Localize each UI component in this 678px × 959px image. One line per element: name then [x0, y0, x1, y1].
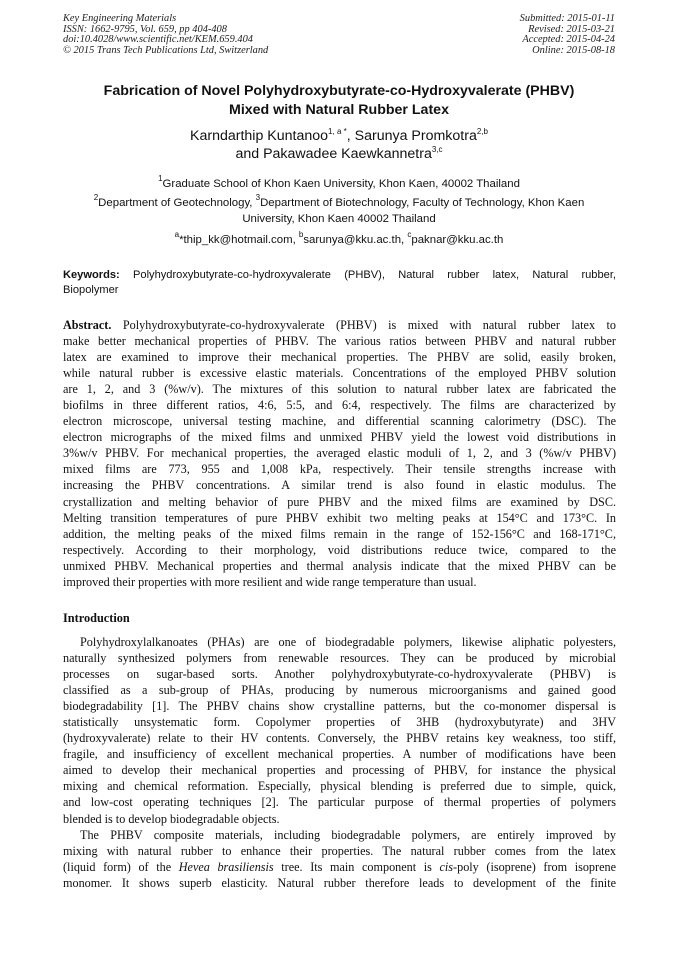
title-line: Fabrication of Novel Polyhydroxybutyrate-co-Hydroxyvalerate (PHBV) — [103, 83, 575, 99]
journal-copyright: © 2015 Trans Tech Publications Ltd, Switzerland — [63, 44, 269, 56]
intro-line — [63, 859, 616, 875]
introduction-body — [63, 634, 616, 891]
abstract-line — [63, 317, 616, 333]
author-list — [60, 127, 618, 163]
abstract-line: increasing the PHBV concentrations. A similar trend is also found in elastic modulus. The — [63, 478, 616, 493]
intro-line: monomer. It shows superb elasticity. Natural rubber therefore leads to development of the finite — [63, 875, 616, 890]
abstract-line: crystallization and melting behavior of pure PHBV and the mixed films are examined by DSC. — [63, 494, 616, 509]
intro-line: mixing and chemical reformation. Especially, physical blending is preferred due to simple, quick, — [63, 779, 616, 794]
author-name: Sarunya Promkotra — [354, 128, 477, 144]
intro-text: (liquid form) of the — [63, 859, 179, 874]
intro-line: processes on sugar-based sorts. Another polyhydroxybutyrate-co-hydroxyvalerate (PHBV) is — [63, 667, 616, 682]
journal-doi: doi:10.4028/www.scientific.net/KEM.659.404 — [63, 34, 253, 46]
intro-line: blended is to develop biodegradable objects. — [63, 811, 280, 826]
affiliation-text: University, Khon Kaen 40002 Thailand — [242, 212, 436, 225]
author-name: Karndarthip Kuntanoo — [190, 128, 329, 144]
keywords-line: Biopolymer — [63, 284, 119, 297]
email-link[interactable]: sarunya@kku.ac.th, — [303, 234, 408, 246]
email-marker: b — [298, 230, 304, 239]
journal-issn: ISSN: 1662-9795, Vol. 659, pp 404-408 — [63, 23, 227, 35]
species-name: Hevea brasiliensis — [178, 859, 274, 874]
abstract-line: make better mechanical properties of PHBV. The various ratios between PHBV and natural rubber — [63, 334, 616, 349]
journal-info — [63, 14, 268, 56]
email-link[interactable]: paknar@kku.ac.th — [411, 234, 504, 246]
abstract-line: respectively. According to their morphology, void distributions reduce twice, compared to the — [63, 542, 616, 557]
abstract-line: latex are examined to improve their mechanical properties. The PHBV are solid, easily broken, — [63, 350, 616, 365]
paper-title — [50, 82, 628, 120]
keywords-line — [63, 268, 616, 283]
author-conjunction: and — [235, 146, 264, 162]
date-revised: Revised: 2015-03-21 — [528, 23, 615, 35]
abstract-line: electron microscope, universal testing machine, and differential scanning calorimetry (DSC). The — [63, 414, 616, 429]
abstract-line: improved their properties with more resilient and wide range temperature than usual. — [63, 574, 477, 589]
author-separator: , — [346, 128, 355, 144]
isomer-prefix: cis — [439, 859, 454, 874]
intro-line: The PHBV composite materials, including biodegradable polymers, are entirely improved by — [80, 827, 616, 842]
email-link[interactable]: *thip_kk@hotmail.com, — [179, 234, 299, 246]
abstract-text: Polyhydroxybutyrate-co-hydroxyvalerate (PHBV) is mixed with natural rubber latex to — [111, 318, 616, 332]
abstract-line: electron micrographs of the mixed films and unmixed PHBV yield the lowest void distributions in — [63, 430, 616, 445]
abstract-line: while natural rubber is excessive elastic materials. Concentrations of the employed PHBV solution — [63, 366, 616, 381]
keywords-label: Keywords: — [63, 269, 120, 281]
intro-text: -poly (isoprene) from isoprene — [453, 859, 616, 874]
affiliation-marker: 1 — [158, 174, 163, 183]
date-submitted: Submitted: 2015-01-11 — [519, 13, 615, 24]
abstract-line: unmixed PHBV. Mechanical properties and thermal analysis indicate that the mixed PHBV can be — [63, 558, 616, 573]
intro-line: (hydroxyvalerate) relate to their HV contents. Conversely, the PHBV retains key weakness, too stiff, — [63, 731, 616, 746]
intro-text: tree. Its main component is — [273, 859, 440, 874]
affiliation-marker: 2 — [93, 193, 99, 202]
abstract-line: mixed films are 773, 955 and 1,008 kPa, respectively. Their tensile strengths increase with — [63, 462, 616, 477]
abstract-section — [63, 317, 616, 590]
author-line — [60, 145, 618, 163]
author-name: Pakawadee Kaewkannetra — [263, 146, 432, 162]
author-marker: 2,b — [476, 127, 488, 136]
intro-line: classified as a sub-group of PHAs, producing by numerous microorganisms and gained good — [63, 683, 616, 698]
intro-line: and low-cost operating techniques [2]. The particular purpose of thermal properties of polymers — [63, 795, 616, 810]
abstract-line: Melting transition temperatures of pure PHBV exhibit two melting peaks at 154°C and 173°C. In — [63, 510, 616, 525]
affiliation-1 — [60, 174, 618, 193]
intro-line: biodegradability [1]. The PHBV chains show crystalline patterns, but the co-monomer dispersal is — [63, 699, 616, 714]
intro-line: naturally synthesized polymers from renewable resources. They can be produced by microbial — [63, 651, 616, 666]
affiliation-text: Department of Geotechnology, — [98, 197, 256, 209]
keywords-text: Polyhydroxybutyrate-co-hydroxyvalerate (PHBV), Natural rubber latex, Natural rubber, — [119, 269, 616, 281]
abstract-line: are 1, 2, and 3 (%w/v). The mixtures of this solution to natural rubber latex are fabricated the — [63, 382, 616, 397]
journal-name: Key Engineering Materials — [63, 13, 177, 24]
abstract-label: Abstract. — [63, 318, 112, 332]
affiliation-2 — [60, 193, 618, 228]
intro-line: Polyhydroxylalkanoates (PHAs) are one of biodegradable polymers, likewise aliphatic polyesters, — [80, 635, 616, 649]
abstract-line: biofilms in three different ratios, 4:6, 5:5, and 6:4, respectively. The films are characterized by — [63, 398, 616, 413]
title-line: Mixed with Natural Rubber Latex — [229, 102, 449, 118]
email-marker: a — [174, 230, 180, 239]
author-marker: 1, a * — [328, 127, 347, 136]
author-marker: 3,c — [431, 145, 443, 154]
author-line — [60, 127, 618, 145]
date-online: Online: 2015-08-18 — [532, 44, 615, 56]
affiliation-text: Department of Biotechnology, Faculty of Technology, Khon Kaen — [260, 197, 585, 209]
affiliation-marker: 3 — [255, 193, 261, 202]
intro-line: mixing with natural rubber to enhance their properties. The natural rubber comes from the latex — [63, 843, 616, 858]
keywords-section — [63, 268, 616, 298]
publication-dates — [520, 14, 615, 56]
intro-line: fragile, and insufficiency of excellent mechanical properties. A number of modifications have been — [63, 747, 616, 762]
abstract-line: addition, the melting peaks of the mixed films remain in the range of 152-156°C and 168-171°C, — [63, 526, 616, 541]
email-marker: c — [407, 230, 412, 239]
intro-line: aimed to develop their mechanical properties and processing of PHBV, for instance the physical — [63, 763, 616, 778]
abstract-line: 3%w/v PHBV. For mechanical properties, the averaged elastic moduli of 1, 2, and 3 (%w/v PHBV) — [63, 446, 616, 461]
date-accepted: Accepted: 2015-04-24 — [522, 34, 615, 46]
section-heading-introduction: Introduction — [63, 611, 130, 625]
affiliation-text: Graduate School of Khon Kaen University, Khon Kaen, 40002 Thailand — [162, 178, 520, 190]
intro-line: statistically unsystematic form. Copolymer properties of 3HB (hydroxybutyrate) and 3HV — [63, 715, 616, 730]
email-list — [60, 230, 618, 249]
